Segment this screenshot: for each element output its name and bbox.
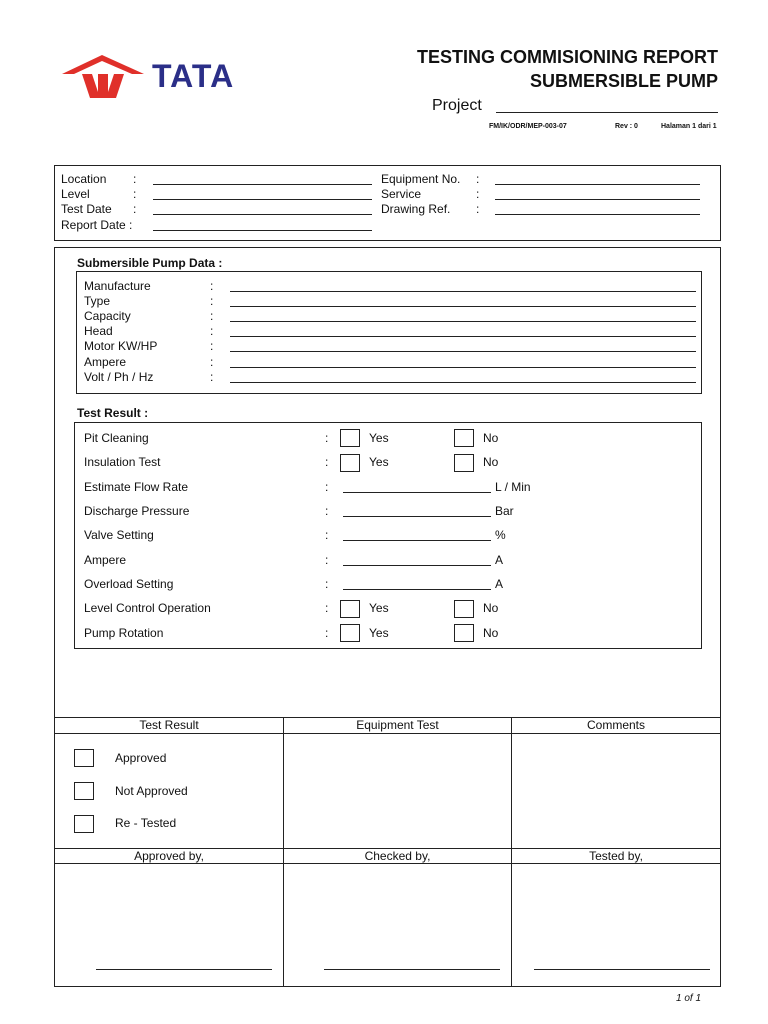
pump-data-heading: Submersible Pump Data : <box>77 256 223 270</box>
valve-setting-unit: % <box>495 528 506 542</box>
checked-by-signature-line[interactable] <box>324 969 500 970</box>
colon: : <box>210 370 214 384</box>
pump-rotation-label: Pump Rotation <box>84 626 164 640</box>
service-input-line[interactable] <box>495 199 700 200</box>
checked-by-header: Checked by, <box>364 849 431 863</box>
overload-setting-label: Overload Setting <box>84 577 174 591</box>
re-tested-label: Re - Tested <box>115 816 177 830</box>
approved-checkbox[interactable] <box>74 749 94 767</box>
valve-setting-input-line[interactable] <box>343 540 491 541</box>
brand-name: TATA <box>152 58 235 94</box>
report-subtitle: SUBMERSIBLE PUMP <box>529 71 718 91</box>
colon: : <box>133 172 137 186</box>
revision: Rev : 0 <box>615 123 638 130</box>
approved-by-signature-line[interactable] <box>96 969 272 970</box>
ampere-label: Ampere <box>84 355 127 369</box>
table-divider <box>54 733 721 734</box>
report-date-label: Report Date : <box>61 218 133 232</box>
tested-by-signature-line[interactable] <box>534 969 710 970</box>
colon: : <box>325 480 329 494</box>
tata-logo-icon <box>62 52 150 100</box>
test-result-column-header: Test Result <box>139 718 199 732</box>
drawing-ref-input-line[interactable] <box>495 214 700 215</box>
level-input-line[interactable] <box>153 199 372 200</box>
ampere-test-input-line[interactable] <box>343 565 491 566</box>
head-label: Head <box>84 324 113 338</box>
report-title: TESTING COMMISIONING REPORT <box>416 47 718 67</box>
pump-data-box <box>76 271 702 394</box>
comments-column-header: Comments <box>586 718 645 732</box>
page-reference: Halaman 1 dari 1 <box>661 123 717 130</box>
yes-label: Yes <box>369 431 389 445</box>
discharge-pressure-label: Discharge Pressure <box>84 504 190 518</box>
flow-rate-input-line[interactable] <box>343 492 491 493</box>
colon: : <box>325 553 329 567</box>
motor-input-line[interactable] <box>230 351 696 352</box>
colon: : <box>325 431 329 445</box>
level-label: Level <box>61 187 90 201</box>
ampere-test-label: Ampere <box>84 553 127 567</box>
report-date-input-line[interactable] <box>153 230 372 231</box>
colon: : <box>325 626 329 640</box>
type-input-line[interactable] <box>230 306 696 307</box>
pit-cleaning-yes-checkbox[interactable] <box>340 429 360 447</box>
no-label: No <box>483 431 499 445</box>
test-date-label: Test Date <box>61 202 112 216</box>
flow-rate-label: Estimate Flow Rate <box>84 480 189 494</box>
location-input-line[interactable] <box>153 184 372 185</box>
colon: : <box>210 339 214 353</box>
doc-code: FM/IK/ODR/MEP-003-07 <box>489 123 567 130</box>
insulation-test-label: Insulation Test <box>84 455 161 469</box>
pit-cleaning-no-checkbox[interactable] <box>454 429 474 447</box>
colon: : <box>476 187 480 201</box>
pump-rotation-no-checkbox[interactable] <box>454 624 474 642</box>
capacity-input-line[interactable] <box>230 321 696 322</box>
equipment-no-label: Equipment No. <box>381 172 461 186</box>
discharge-pressure-input-line[interactable] <box>343 516 491 517</box>
level-control-no-checkbox[interactable] <box>454 600 474 618</box>
yes-label: Yes <box>369 626 389 640</box>
pump-rotation-yes-checkbox[interactable] <box>340 624 360 642</box>
colon: : <box>325 528 329 542</box>
overload-setting-input-line[interactable] <box>343 589 491 590</box>
head-input-line[interactable] <box>230 336 696 337</box>
colon: : <box>133 187 137 201</box>
colon: : <box>476 202 480 216</box>
level-control-yes-checkbox[interactable] <box>340 600 360 618</box>
page-number: 1 of 1 <box>676 993 702 1004</box>
tested-by-header: Tested by, <box>589 849 643 863</box>
colon: : <box>325 577 329 591</box>
colon: : <box>325 455 329 469</box>
ampere-input-line[interactable] <box>230 367 696 368</box>
pit-cleaning-label: Pit Cleaning <box>84 431 149 445</box>
type-label: Type <box>84 294 111 308</box>
volt-label: Volt / Ph / Hz <box>84 370 154 384</box>
project-label: Project <box>432 97 482 114</box>
table-divider <box>54 863 721 864</box>
motor-label: Motor KW/HP <box>84 339 158 353</box>
location-label: Location <box>61 172 107 186</box>
colon: : <box>210 324 214 338</box>
service-label: Service <box>381 187 422 201</box>
colon: : <box>476 172 480 186</box>
test-date-input-line[interactable] <box>153 214 372 215</box>
colon: : <box>210 279 214 293</box>
not-approved-label: Not Approved <box>115 784 188 798</box>
insulation-test-no-checkbox[interactable] <box>454 454 474 472</box>
overload-setting-unit: A <box>495 577 504 591</box>
manufacture-input-line[interactable] <box>230 291 696 292</box>
flow-rate-unit: L / Min <box>495 480 531 494</box>
yes-label: Yes <box>369 455 389 469</box>
no-label: No <box>483 601 499 615</box>
manufacture-label: Manufacture <box>84 279 151 293</box>
approved-label: Approved <box>115 751 167 765</box>
colon: : <box>325 504 329 518</box>
valve-setting-label: Valve Setting <box>84 528 154 542</box>
no-label: No <box>483 626 499 640</box>
no-label: No <box>483 455 499 469</box>
capacity-label: Capacity <box>84 309 131 323</box>
colon: : <box>325 601 329 615</box>
approved-by-header: Approved by, <box>134 849 204 863</box>
volt-input-line[interactable] <box>230 382 696 383</box>
equipment-no-input-line[interactable] <box>495 184 700 185</box>
re-tested-checkbox[interactable] <box>74 815 94 833</box>
equipment-test-column-header: Equipment Test <box>356 718 439 732</box>
ampere-test-unit: A <box>495 553 504 567</box>
level-control-label: Level Control Operation <box>84 601 211 615</box>
company-logo <box>62 52 257 100</box>
colon: : <box>133 202 137 216</box>
colon: : <box>210 294 214 308</box>
insulation-test-yes-checkbox[interactable] <box>340 454 360 472</box>
drawing-ref-label: Drawing Ref. <box>381 202 451 216</box>
test-result-heading: Test Result : <box>77 406 149 420</box>
discharge-pressure-unit: Bar <box>495 504 514 518</box>
colon: : <box>210 309 214 323</box>
yes-label: Yes <box>369 601 389 615</box>
colon: : <box>210 355 214 369</box>
project-input-line[interactable] <box>496 112 718 113</box>
not-approved-checkbox[interactable] <box>74 782 94 800</box>
